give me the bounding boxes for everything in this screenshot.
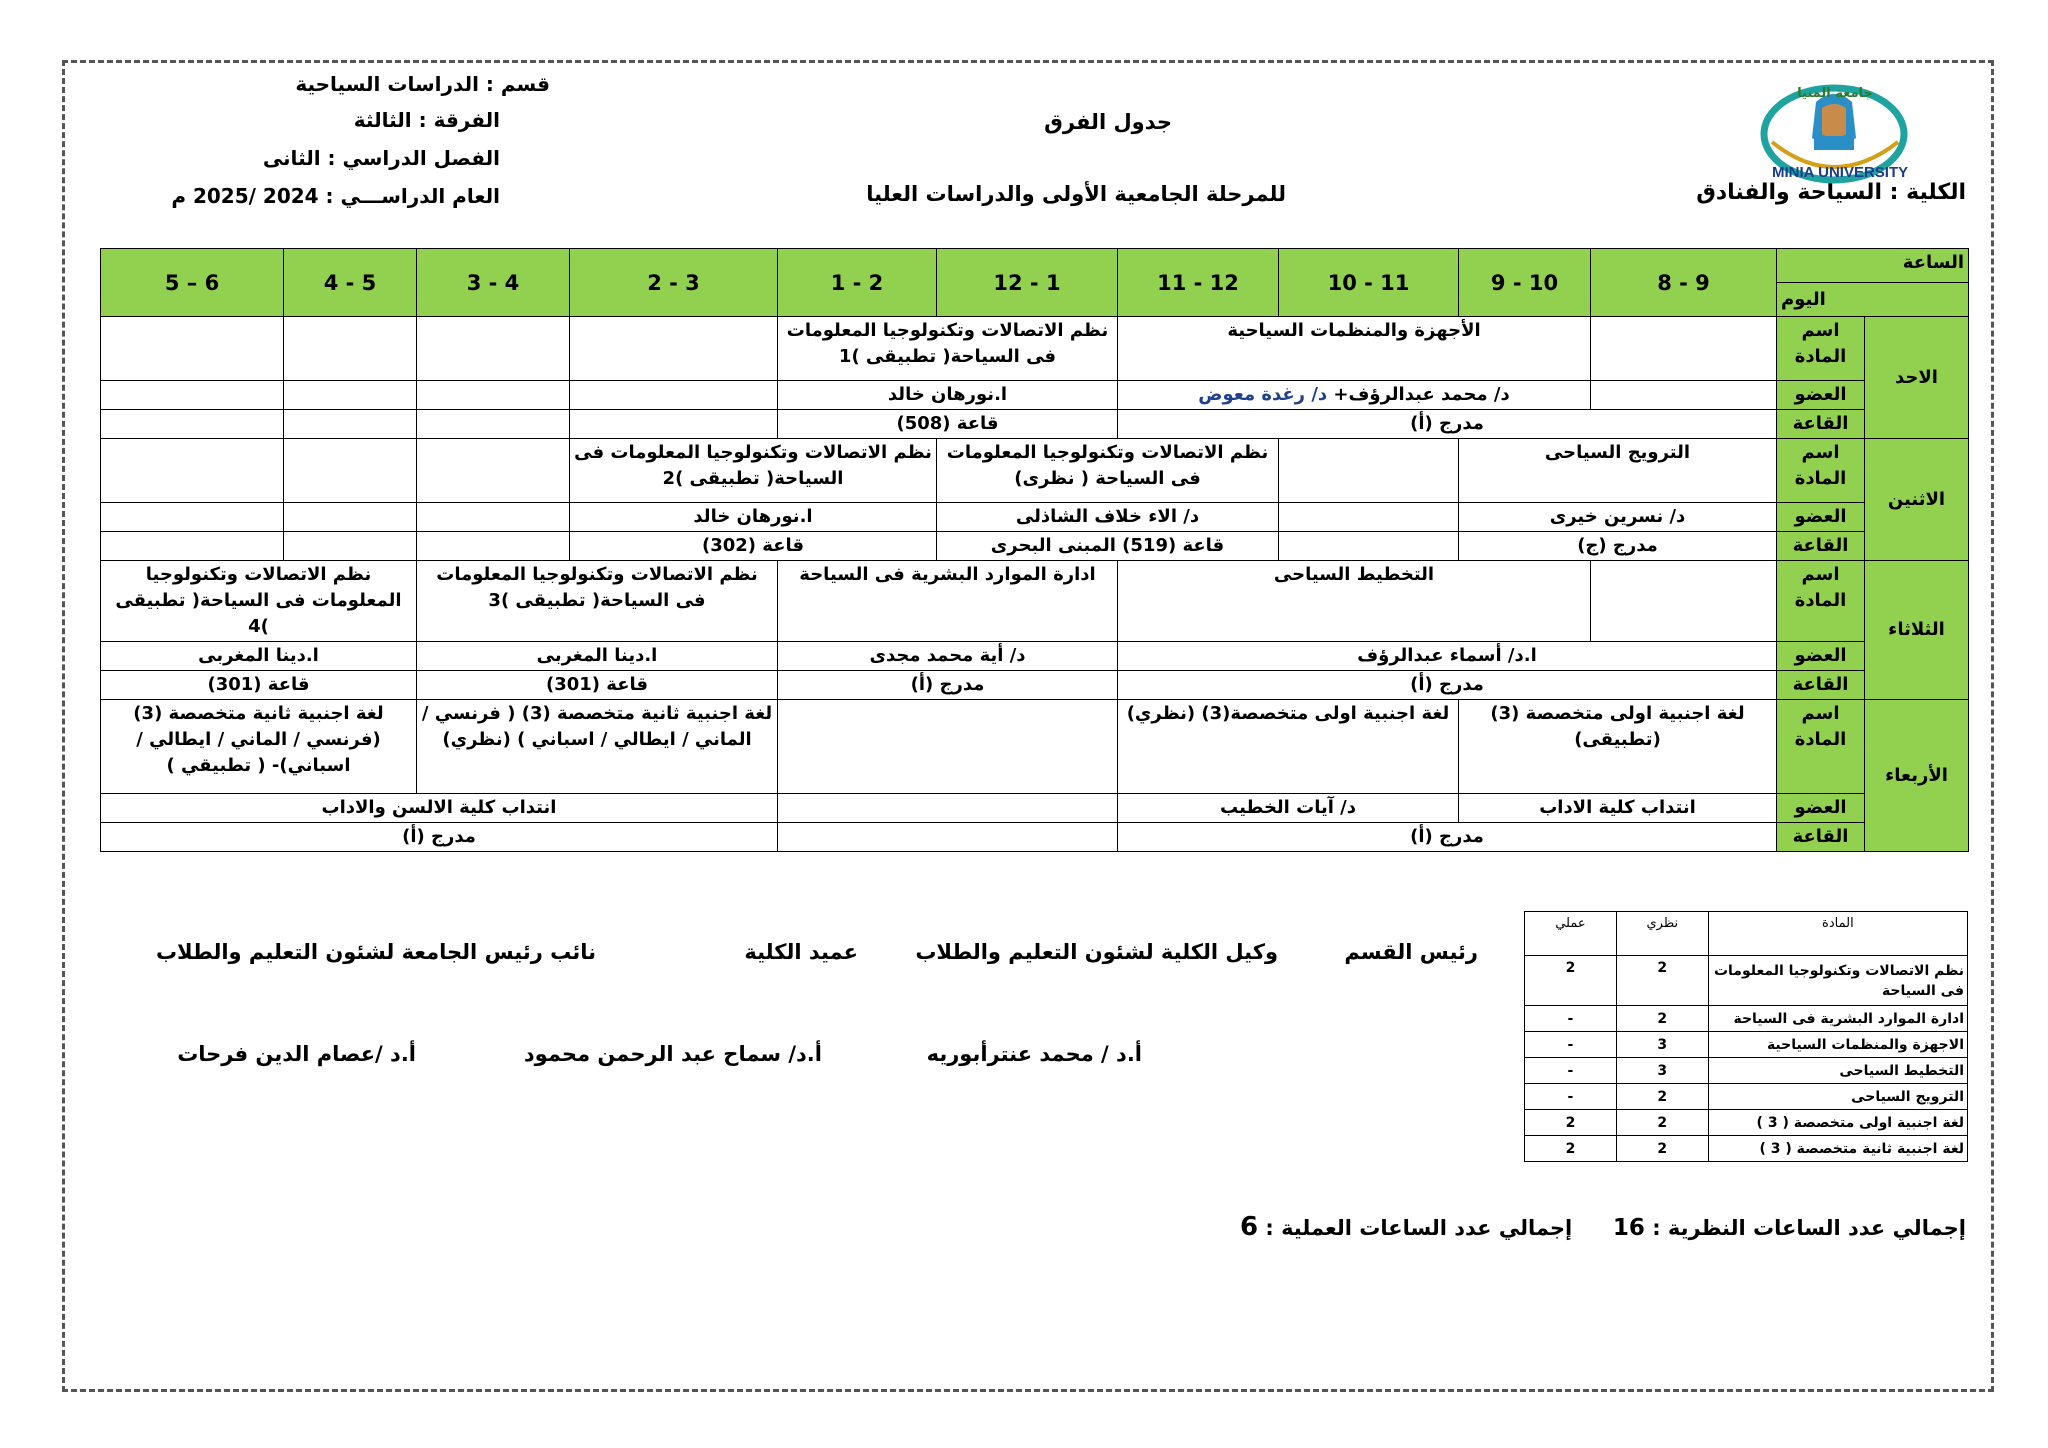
sunday-member-2: ا.نورهان خالد (778, 381, 1118, 410)
hours-row-theory: 2 (1616, 1006, 1708, 1032)
tuesday-subject-1: التخطيط السياحى (1118, 561, 1591, 642)
time-slot: 9 - 8 (1591, 249, 1777, 317)
time-slot: 1 - 12 (937, 249, 1118, 317)
monday-member-2: د/ الاء خلاف الشاذلى (937, 503, 1279, 532)
dean-name: أ.د/ سماح عبد الرحمن محمود (523, 1042, 822, 1066)
sunday-subject-1: الأجهزة والمنظمات السياحية (1118, 317, 1591, 381)
time-slot: 3 - 2 (570, 249, 778, 317)
hours-table (1524, 911, 1968, 1162)
hours-row-theory: 2 (1616, 956, 1708, 1006)
sunday-member-1a: د/ محمد عبدالرؤف+ (1327, 384, 1510, 405)
day-tuesday: الثلاثاء (1865, 561, 1969, 700)
tuesday-hall-4: قاعة (301) (101, 671, 417, 700)
time-slot: 5 - 4 (284, 249, 417, 317)
academic-year-label: العام الدراســـي : 2024 /2025 م (171, 184, 500, 208)
subject-label: اسم المادة (1777, 317, 1865, 381)
totals-line (1240, 1212, 1966, 1242)
hours-row-practical: 2 (1525, 956, 1617, 1006)
time-slot: 11 - 10 (1279, 249, 1459, 317)
member-label: العضو (1777, 503, 1865, 532)
monday-subject-3: نظم الاتصالات وتكنولوجيا المعلومات فى السياحة( تطبيقى )2 (570, 439, 937, 503)
hours-row-practical: - (1525, 1084, 1617, 1110)
logo-arabic: جامعة المنيا (1797, 86, 1873, 101)
hours-row-theory: 3 (1616, 1032, 1708, 1058)
hour-label: الساعة (1777, 249, 1969, 283)
hall-label: القاعة (1777, 823, 1865, 852)
total-practical-label: إجمالي عدد الساعات العملية : (1258, 1216, 1573, 1240)
tuesday-member-4: ا.دينا المغربى (101, 642, 417, 671)
day-label: اليوم (1777, 283, 1969, 317)
member-label: العضو (1777, 381, 1865, 410)
sunday-hall-1: مدرج (أ) (1118, 410, 1777, 439)
hall-label: القاعة (1777, 532, 1865, 561)
logo-caption: MINIA UNIVERSITY (1772, 164, 1909, 181)
tuesday-hall-2: مدرج (أ) (778, 671, 1118, 700)
faculty-label: الكلية : السياحة والفنادق (1696, 180, 1966, 205)
hours-row-name: الترويج السياحى (1708, 1084, 1967, 1110)
hours-row-practical: 2 (1525, 1110, 1617, 1136)
vice-president-title: نائب رئيس الجامعة لشئون التعليم والطلاب (155, 940, 596, 964)
university-logo (1752, 72, 1922, 192)
vice-president-name: أ.د /عصام الدين فرحات (177, 1042, 416, 1066)
sunday-member-1b: د/ رغدة معوض (1198, 384, 1328, 405)
semester-label: الفصل الدراسي : الثانى (262, 146, 500, 170)
time-slot: 4 - 3 (417, 249, 570, 317)
hours-row-name: لغة اجنبية اولى متخصصة ( 3 ) (1708, 1110, 1967, 1136)
total-practical-value: 6 (1239, 1212, 1259, 1242)
department-label: قسم : الدراسات السياحية (295, 72, 550, 96)
hall-label: القاعة (1777, 410, 1865, 439)
hours-row-name: الاجهزة والمنظمات السياحية (1708, 1032, 1967, 1058)
vice-dean-title: وكيل الكلية لشئون التعليم والطلاب (915, 940, 1278, 964)
hours-row-practical: - (1525, 1032, 1617, 1058)
hours-header-practical: عملي (1525, 912, 1617, 956)
schedule-table (100, 248, 1969, 852)
sunday-member-1 (1118, 381, 1591, 410)
time-slot: 2 - 1 (778, 249, 937, 317)
tuesday-member-1: ا.د/ أسماء عبدالرؤف (1118, 642, 1777, 671)
tuesday-subject-2: ادارة الموارد البشرية فى السياحة (778, 561, 1118, 642)
wednesday-subject-4: لغة اجنبية ثانية متخصصة (3) (فرنسي / الماني / ايطالي / اسباني)- ( تطبيقي ) (101, 700, 417, 794)
hours-row-practical: - (1525, 1006, 1617, 1032)
tuesday-hall-1: مدرج (أ) (1118, 671, 1777, 700)
tuesday-member-2: د/ أية محمد مجدى (778, 642, 1118, 671)
time-slot: 12 - 11 (1118, 249, 1279, 317)
subject-label: اسم المادة (1777, 700, 1865, 794)
sunday-hall-2: قاعة (508) (778, 410, 1118, 439)
time-slot: 6 – 5 (101, 249, 284, 317)
year-group-label: الفرقة : الثالثة (353, 108, 500, 132)
page-subtitle: للمرحلة الجامعية الأولى والدراسات العليا (866, 182, 1286, 206)
hours-row-name: التخطيط السياحى (1708, 1058, 1967, 1084)
day-sunday: الاحد (1865, 317, 1969, 439)
monday-member-3: ا.نورهان خالد (570, 503, 937, 532)
monday-hall-3: قاعة (302) (570, 532, 937, 561)
tuesday-member-3: ا.دينا المغربى (417, 642, 778, 671)
wednesday-subject-3: لغة اجنبية ثانية متخصصة (3) ( فرنسي / الماني / ايطالي / اسباني ) (نظري) (417, 700, 778, 794)
monday-hall-1: مدرج (ج) (1459, 532, 1777, 561)
hours-row-theory: 3 (1616, 1058, 1708, 1084)
hours-row-theory: 2 (1616, 1110, 1708, 1136)
subject-label: اسم المادة (1777, 439, 1865, 503)
page-title: جدول الفرق (1044, 110, 1172, 134)
wednesday-member-34: انتداب كلية الالسن والاداب (101, 794, 778, 823)
tuesday-subject-4: نظم الاتصالات وتكنولوجيا المعلومات فى السياحة( تطبيقى )4 (101, 561, 417, 642)
day-monday: الاثنين (1865, 439, 1969, 561)
time-slot: 10 - 9 (1459, 249, 1591, 317)
hours-row-practical: 2 (1525, 1136, 1617, 1162)
day-wednesday: الأربعاء (1865, 700, 1969, 852)
wednesday-hall-34: مدرج (أ) (101, 823, 778, 852)
member-label: العضو (1777, 642, 1865, 671)
tuesday-hall-3: قاعة (301) (417, 671, 778, 700)
hours-row-practical: - (1525, 1058, 1617, 1084)
wednesday-subject-1: لغة اجنبية اولى متخصصة (3) (تطبيقى) (1459, 700, 1777, 794)
monday-hall-2: قاعة (519) المبنى البحرى (937, 532, 1279, 561)
wednesday-member-1: انتداب كلية الاداب (1459, 794, 1777, 823)
hours-header-subject: المادة (1708, 912, 1967, 956)
subject-label: اسم المادة (1777, 561, 1865, 642)
wednesday-member-2: د/ آيات الخطيب (1118, 794, 1459, 823)
hall-label: القاعة (1777, 671, 1865, 700)
hours-row-theory: 2 (1616, 1084, 1708, 1110)
total-theory-label: إجمالي عدد الساعات النظرية : (1644, 1216, 1966, 1240)
hours-header-theory: نظري (1616, 912, 1708, 956)
monday-subject-2: نظم الاتصالات وتكنولوجيا المعلومات فى السياحة ( نظرى) (937, 439, 1279, 503)
head-of-department-title: رئيس القسم (1344, 940, 1478, 964)
hours-row-name: ادارة الموارد البشرية فى السياحة (1708, 1006, 1967, 1032)
vice-dean-name: أ.د / محمد عنترأبوريه (926, 1042, 1142, 1066)
time-header-row (101, 249, 1969, 283)
sunday-subject-2: نظم الاتصالات وتكنولوجيا المعلومات فى السياحة( تطبيقى )1 (778, 317, 1118, 381)
hours-row-name: نظم الاتصالات وتكنولوجيا المعلومات فى السياحة (1708, 956, 1967, 1006)
wednesday-subject-2: لغة اجنبية اولى متخصصة(3) (نظري) (1118, 700, 1459, 794)
member-label: العضو (1777, 794, 1865, 823)
monday-subject-1: الترويج السياحى (1459, 439, 1777, 503)
hours-row-theory: 2 (1616, 1136, 1708, 1162)
wednesday-hall-12: مدرج (أ) (1118, 823, 1777, 852)
hours-row-name: لغة اجنبية ثانية متخصصة ( 3 ) (1708, 1136, 1967, 1162)
total-theory-value: 16 (1612, 1215, 1645, 1241)
tuesday-subject-3: نظم الاتصالات وتكنولوجيا المعلومات فى السياحة( تطبيقى )3 (417, 561, 778, 642)
dean-title: عميد الكلية (744, 940, 858, 964)
monday-member-1: د/ نسرين خيرى (1459, 503, 1777, 532)
